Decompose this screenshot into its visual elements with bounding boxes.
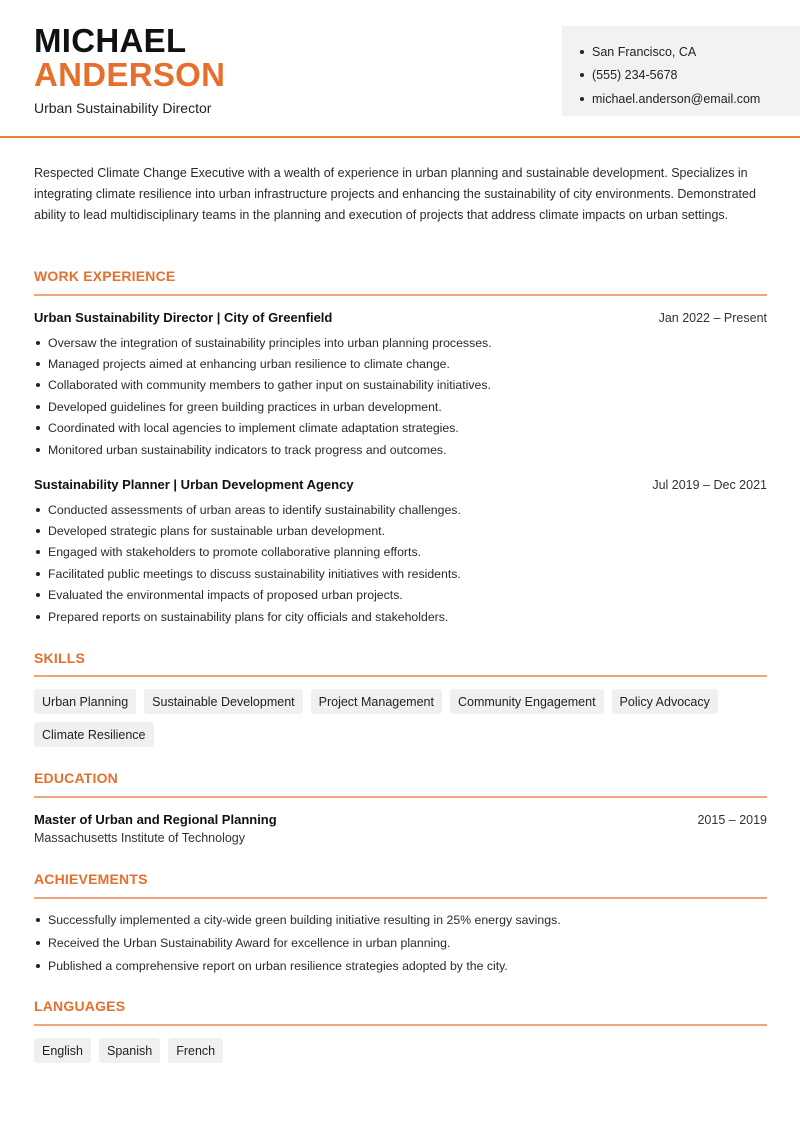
education-degree: Master of Urban and Regional Planning <box>34 812 277 827</box>
job-1-bullets <box>34 332 767 460</box>
list-item <box>34 375 767 396</box>
bullet-icon <box>36 405 40 409</box>
contact-location <box>580 40 800 64</box>
language-chip: French <box>168 1038 223 1063</box>
bullet-icon <box>36 615 40 619</box>
list-item <box>34 542 767 563</box>
contact-phone <box>580 64 800 88</box>
skills-list <box>34 689 767 747</box>
bullet-icon <box>36 529 40 533</box>
list-item-text: Developed guidelines for green building practices in urban development. <box>48 399 442 414</box>
list-item <box>34 439 767 460</box>
list-item-text: Managed projects aimed at enhancing urban resilience to climate change. <box>48 357 450 372</box>
bullet-icon <box>580 73 584 77</box>
list-item-text: Coordinated with local agencies to implement climate adaptation strategies. <box>48 421 459 436</box>
contact-email <box>580 87 800 111</box>
section-title-skills: SKILLS <box>34 650 85 666</box>
skill-chip: Community Engagement <box>450 689 604 714</box>
bullet-icon <box>36 448 40 452</box>
list-item <box>34 606 767 627</box>
bullet-icon <box>36 941 40 945</box>
job-title: Urban Sustainability Director <box>34 100 212 116</box>
section-title-achievements: ACHIEVEMENTS <box>34 871 148 887</box>
bullet-icon <box>36 362 40 366</box>
bullet-icon <box>36 426 40 430</box>
section-rule <box>34 897 767 899</box>
skill-chip: Urban Planning <box>34 689 136 714</box>
list-item <box>34 332 767 353</box>
job-2-dates: Jul 2019 – Dec 2021 <box>652 478 767 492</box>
section-rule <box>34 796 767 798</box>
contact-location-text: San Francisco, CA <box>592 44 697 59</box>
education-dates: 2015 – 2019 <box>697 813 767 827</box>
education-header <box>34 812 767 827</box>
list-item-text: Engaged with stakeholders to promote collaborative planning efforts. <box>48 545 422 560</box>
section-rule <box>34 294 767 296</box>
resume-header <box>0 0 800 138</box>
education-school: Massachusetts Institute of Technology <box>34 831 245 845</box>
list-item <box>34 499 767 520</box>
contact-phone-text: (555) 234-5678 <box>592 68 678 83</box>
job-2-title: Sustainability Planner | Urban Development Agency <box>34 477 354 492</box>
skill-chip: Climate Resilience <box>34 722 154 747</box>
list-item <box>34 418 767 439</box>
list-item-text: Collaborated with community members to gather input on sustainability initiatives. <box>48 378 491 393</box>
bullet-icon <box>36 341 40 345</box>
list-item <box>34 520 767 541</box>
skill-chip: Policy Advocacy <box>612 689 718 714</box>
bullet-icon <box>580 50 584 54</box>
section-title-languages: LANGUAGES <box>34 998 126 1014</box>
bullet-icon <box>36 572 40 576</box>
list-item <box>34 909 767 932</box>
contact-box <box>562 26 800 116</box>
section-title-education: EDUCATION <box>34 770 118 786</box>
bullet-icon <box>36 593 40 597</box>
list-item-text: Received the Urban Sustainability Award for excellence in urban planning. <box>48 936 451 951</box>
contact-email-text: michael.anderson@email.com <box>592 91 761 106</box>
list-item <box>34 396 767 417</box>
language-chip: English <box>34 1038 91 1063</box>
list-item <box>34 353 767 374</box>
bullet-icon <box>36 964 40 968</box>
bullet-icon <box>36 508 40 512</box>
bullet-icon <box>36 550 40 554</box>
skill-chip: Project Management <box>311 689 442 714</box>
job-2-header <box>34 477 767 492</box>
skill-chip: Sustainable Development <box>144 689 302 714</box>
first-name: MICHAEL <box>34 22 187 59</box>
bullet-icon <box>36 918 40 922</box>
list-item-text: Monitored urban sustainability indicators to track progress and outcomes. <box>48 442 447 457</box>
list-item-text: Facilitated public meetings to discuss sustainability initiatives with residents. <box>48 566 461 581</box>
list-item <box>34 932 767 955</box>
bullet-icon <box>36 383 40 387</box>
list-item-text: Conducted assessments of urban areas to identify sustainability challenges. <box>48 502 461 517</box>
list-item-text: Prepared reports on sustainability plans for city officials and stakeholders. <box>48 609 449 624</box>
section-rule <box>34 1024 767 1026</box>
list-item <box>34 585 767 606</box>
list-item-text: Evaluated the environmental impacts of proposed urban projects. <box>48 588 403 603</box>
job-2-bullets <box>34 499 767 627</box>
list-item-text: Published a comprehensive report on urban resilience strategies adopted by the city. <box>48 958 508 973</box>
list-item-text: Oversaw the integration of sustainability principles into urban planning processes. <box>48 335 492 350</box>
job-1-dates: Jan 2022 – Present <box>658 311 767 325</box>
job-1-header <box>34 310 767 325</box>
list-item-text: Successfully implemented a city-wide green building initiative resulting in 25% energy savings. <box>48 913 561 928</box>
last-name: ANDERSON <box>34 56 226 93</box>
section-rule <box>34 675 767 677</box>
job-1-title: Urban Sustainability Director | City of Greenfield <box>34 310 333 325</box>
bullet-icon <box>580 97 584 101</box>
achievements-list <box>34 909 767 977</box>
language-chip: Spanish <box>99 1038 160 1063</box>
languages-list <box>34 1038 767 1063</box>
list-item <box>34 563 767 584</box>
summary: Respected Climate Change Executive with a wealth of experience in urban planning and sustainable development. Specializes in integrating climate resilience into urban infrastructure projects and enhancing the sustainability of city environments. Demonstrated ability to lead multidisciplinary teams in the planning and execution of projects that address climate impacts on urban settings. <box>34 166 756 222</box>
list-item <box>34 954 767 977</box>
list-item-text: Developed strategic plans for sustainable urban development. <box>48 524 386 539</box>
section-title-work: WORK EXPERIENCE <box>34 268 176 284</box>
